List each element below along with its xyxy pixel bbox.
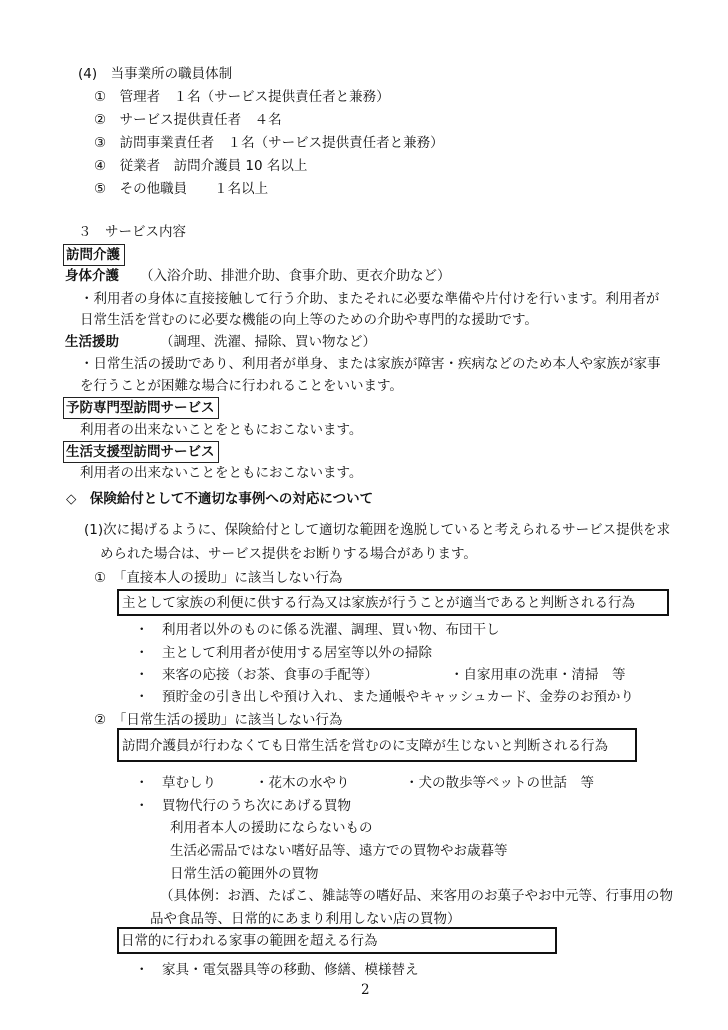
case2-buy-item: 利用者本人の援助にならないもの (170, 820, 373, 836)
shien-title: 生活支援型訪問サービス (66, 444, 215, 460)
staff-item: ③ 訪問事業責任者 １名（サービス提供責任者と兼務） (94, 135, 444, 151)
insurance-heading: ◇ 保険給付として不適切な事例への対応について (66, 491, 374, 507)
shintai-title: 身体介護 (65, 268, 119, 284)
case1-item: ・ 預貯金の引き出しや預け入れ、また通帳やキャッシュカード、金券のお預かり (135, 689, 634, 705)
case2-example: （具体例：お酒、たばこ、雑誌等の嗜好品、来客用のお菓子やお中元等、行事用の物 (160, 888, 673, 904)
yobou-title: 予防専門型訪問サービス (66, 400, 215, 416)
seikatsu-desc: を行うことが困難な場合に行われることをいいます。 (80, 378, 403, 394)
staff-item: ② サービス提供責任者 ４名 (94, 112, 282, 128)
case2-example: 品や食品等、日常的にあまり利用しない店の買物） (150, 911, 461, 927)
staff-heading: (4) 当事業所の職員体制 (78, 66, 233, 82)
case3-item: ・ 家具・電気器具等の移動、修繕、模様替え (135, 962, 419, 978)
insurance-intro: (1)次に掲げるように、保険給付として適切な範囲を逸脱していると考えられるサービス提供を求 (84, 522, 671, 538)
case1-item-extra: ・自家用車の洗車・清掃 等 (450, 667, 626, 683)
seikatsu-note: （調理、洗濯、掃除、買い物など） (160, 334, 376, 350)
shien-desc: 利用者の出来ないことをともにおこないます。 (80, 465, 363, 481)
case1-title: ① 「直接本人の援助」に該当しない行為 (94, 570, 343, 586)
case2-title: ② 「日常生活の援助」に該当しない行為 (94, 712, 343, 728)
shintai-note: （入浴介助、排泄介助、食事介助、更衣介助など） (140, 268, 451, 284)
seikatsu-title: 生活援助 (65, 334, 119, 350)
case3-box-text: 日常的に行われる家事の範囲を超える行為 (121, 933, 378, 949)
case1-item: ・ 主として利用者が使用する居室等以外の掃除 (135, 645, 432, 661)
seikatsu-desc: ・日常生活の援助であり、利用者が単身、または家族が障害・疾病などのため本人や家族が家事 (80, 356, 661, 372)
case2-item: ・犬の散歩等ペットの世話 等 (405, 775, 594, 791)
case1-item: ・ 利用者以外のものに係る洗濯、調理、買い物、布団干し (135, 622, 500, 638)
staff-item: ⑤ その他職員 １名以上 (94, 181, 269, 197)
shintai-desc: 日常生活を営むのに必要な機能の向上等のための介助や専門的な援助です。 (80, 312, 538, 328)
case2-item: ・ 草むしり (135, 775, 216, 791)
staff-item: ④ 従業者 訪問介護員 10 名以上 (94, 158, 308, 174)
insurance-intro: められた場合は、サービス提供をお断りする場合があります。 (100, 546, 477, 562)
shintai-desc: ・利用者の身体に直接接触して行う介助、またそれに必要な準備や片付けを行います。利用者が (80, 291, 660, 307)
case2-buy: ・ 買物代行のうち次にあげる買物 (135, 798, 351, 814)
service-heading: ３ サービス内容 (78, 224, 186, 240)
case2-box-text: 訪問介護員が行わなくても日常生活を営むのに支障が生じないと判断される行為 (122, 738, 608, 754)
case1-box-text: 主として家族の利便に供する行為又は家族が行うことが適当であると判断される行為 (122, 595, 635, 611)
page-number: 2 (361, 982, 370, 998)
case2-buy-item: 日常生活の範囲外の買物 (170, 866, 319, 882)
staff-item: ① 管理者 １名（サービス提供責任者と兼務） (94, 89, 390, 105)
yobou-desc: 利用者の出来ないことをともにおこないます。 (80, 422, 363, 438)
case1-item: ・ 来客の応接（お茶、食事の手配等） (135, 667, 378, 683)
case2-buy-item: 生活必需品ではない嗜好品等、遠方での買物やお歳暮等 (170, 843, 508, 859)
case2-item: ・花木の水やり (255, 775, 350, 791)
houmon-title: 訪問介護 (66, 247, 120, 263)
